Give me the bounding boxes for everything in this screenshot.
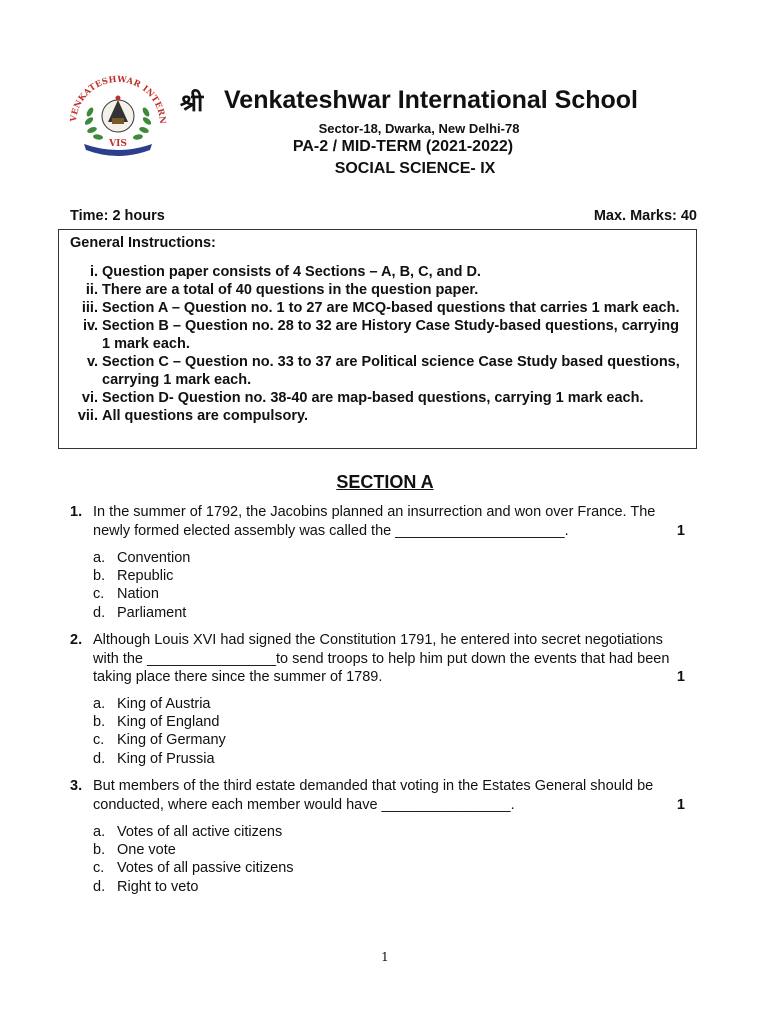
instruction-item bbox=[70, 353, 690, 389]
option-text: King of Prussia bbox=[117, 750, 215, 767]
option-text: Convention bbox=[117, 550, 191, 566]
logo-badge-text: VIS bbox=[109, 139, 127, 149]
instruction-number: iii. bbox=[81, 300, 98, 316]
question-number: 1. bbox=[70, 504, 83, 520]
option-b bbox=[93, 841, 294, 859]
option-c bbox=[93, 585, 190, 603]
option-letter: c. bbox=[93, 586, 105, 603]
question-marks: 1 bbox=[676, 796, 685, 813]
instruction-text: Section B – Question no. 28 to 32 are History Case Study-based questions, carrying 1 mark each. bbox=[102, 318, 679, 352]
section-title: SECTION A bbox=[336, 472, 434, 492]
instruction-text: Section A – Question no. 1 to 27 are MCQ-based questions that carries 1 mark each. bbox=[102, 300, 680, 316]
option-a bbox=[93, 695, 226, 713]
logo-arc-text: VENKATESHWAR INTERN bbox=[67, 73, 169, 125]
option-letter: d. bbox=[93, 878, 106, 895]
instruction-number: vi. bbox=[81, 390, 98, 406]
instruction-number: vii. bbox=[77, 408, 98, 424]
instruction-text: Section D- Question no. 38-40 are map-based questions, carrying 1 mark each. bbox=[102, 390, 644, 406]
question-2 bbox=[70, 631, 695, 687]
option-b bbox=[93, 713, 226, 731]
instruction-text: All questions are compulsory. bbox=[102, 408, 309, 424]
question-text: Although Louis XVI had signed the Constitution 1791, he entered into secret negotiations with the ________________to send troops to help him put down the events that had been taking place there since the summer of 1789. bbox=[93, 632, 670, 685]
instruction-number: iv. bbox=[82, 318, 98, 334]
option-letter: b. bbox=[93, 842, 106, 859]
option-b bbox=[93, 567, 190, 585]
option-text: King of Austria bbox=[117, 696, 211, 712]
option-text: King of England bbox=[117, 714, 220, 731]
option-letter: b. bbox=[93, 714, 106, 731]
question-1-options bbox=[93, 549, 190, 622]
option-text: Right to veto bbox=[117, 878, 199, 895]
shri-glyph: श्री bbox=[180, 88, 204, 117]
time-allowed: Time: 2 hours bbox=[70, 208, 165, 224]
question-3 bbox=[70, 777, 695, 814]
question-text: But members of the third estate demanded that voting in the Estates General should be conducted, where each member would have ________________. bbox=[93, 778, 654, 813]
instruction-item bbox=[70, 407, 690, 425]
instructions-title: General Instructions: bbox=[70, 235, 216, 251]
instruction-number: i. bbox=[89, 264, 98, 280]
instruction-item bbox=[70, 299, 690, 317]
option-letter: c. bbox=[93, 732, 105, 749]
option-a bbox=[93, 823, 294, 841]
school-name: Venkateshwar International School bbox=[224, 86, 639, 114]
question-number: 3. bbox=[70, 778, 83, 794]
question-2-options bbox=[93, 695, 226, 768]
option-text: Parliament bbox=[117, 604, 187, 621]
option-c bbox=[93, 731, 226, 749]
instruction-item bbox=[70, 263, 690, 281]
option-text: Republic bbox=[117, 568, 174, 585]
option-text: Votes of all active citizens bbox=[117, 824, 283, 840]
option-letter: a. bbox=[93, 824, 106, 840]
option-c bbox=[93, 859, 294, 877]
question-number: 2. bbox=[70, 632, 83, 648]
instruction-number: ii. bbox=[85, 282, 98, 298]
instruction-item bbox=[70, 317, 690, 353]
option-text: Nation bbox=[117, 586, 159, 603]
question-3-options bbox=[93, 823, 294, 896]
option-letter: c. bbox=[93, 860, 105, 877]
option-d bbox=[93, 878, 294, 896]
question-marks: 1 bbox=[676, 669, 685, 685]
exam-title: PA-2 / MID-TERM (2021-2022) bbox=[292, 138, 514, 155]
option-text: King of Germany bbox=[117, 732, 226, 749]
school-address: Sector-18, Dwarka, New Delhi-78 bbox=[318, 121, 520, 136]
instruction-text: Question paper consists of 4 Sections – A, B, C, and D. bbox=[102, 264, 481, 280]
option-d bbox=[93, 750, 226, 768]
option-d bbox=[93, 604, 190, 622]
option-a bbox=[93, 549, 190, 567]
instructions-list bbox=[70, 263, 690, 425]
option-text: Votes of all passive citizens bbox=[117, 860, 294, 877]
option-letter: b. bbox=[93, 568, 106, 585]
instruction-item bbox=[70, 281, 690, 299]
question-1 bbox=[70, 503, 695, 540]
option-letter: a. bbox=[93, 550, 106, 566]
instruction-text: There are a total of 40 questions in the question paper. bbox=[102, 282, 479, 298]
option-letter: a. bbox=[93, 696, 106, 712]
instruction-item bbox=[70, 389, 690, 407]
max-marks: Max. Marks: 40 bbox=[593, 208, 697, 224]
subject-title: SOCIAL SCIENCE- IX bbox=[334, 160, 496, 177]
question-marks: 1 bbox=[676, 522, 685, 539]
option-letter: d. bbox=[93, 750, 106, 767]
instruction-text: Section C – Question no. 33 to 37 are Political science Case Study based questions, carrying 1 mark each. bbox=[102, 354, 680, 388]
option-letter: d. bbox=[93, 604, 106, 621]
option-text: One vote bbox=[117, 842, 176, 859]
question-text: In the summer of 1792, the Jacobins planned an insurrection and won over France. The newly formed elected assembly was called the _____________________. bbox=[93, 504, 656, 539]
instruction-number: v. bbox=[86, 354, 98, 370]
page-number: 1 bbox=[381, 950, 389, 964]
